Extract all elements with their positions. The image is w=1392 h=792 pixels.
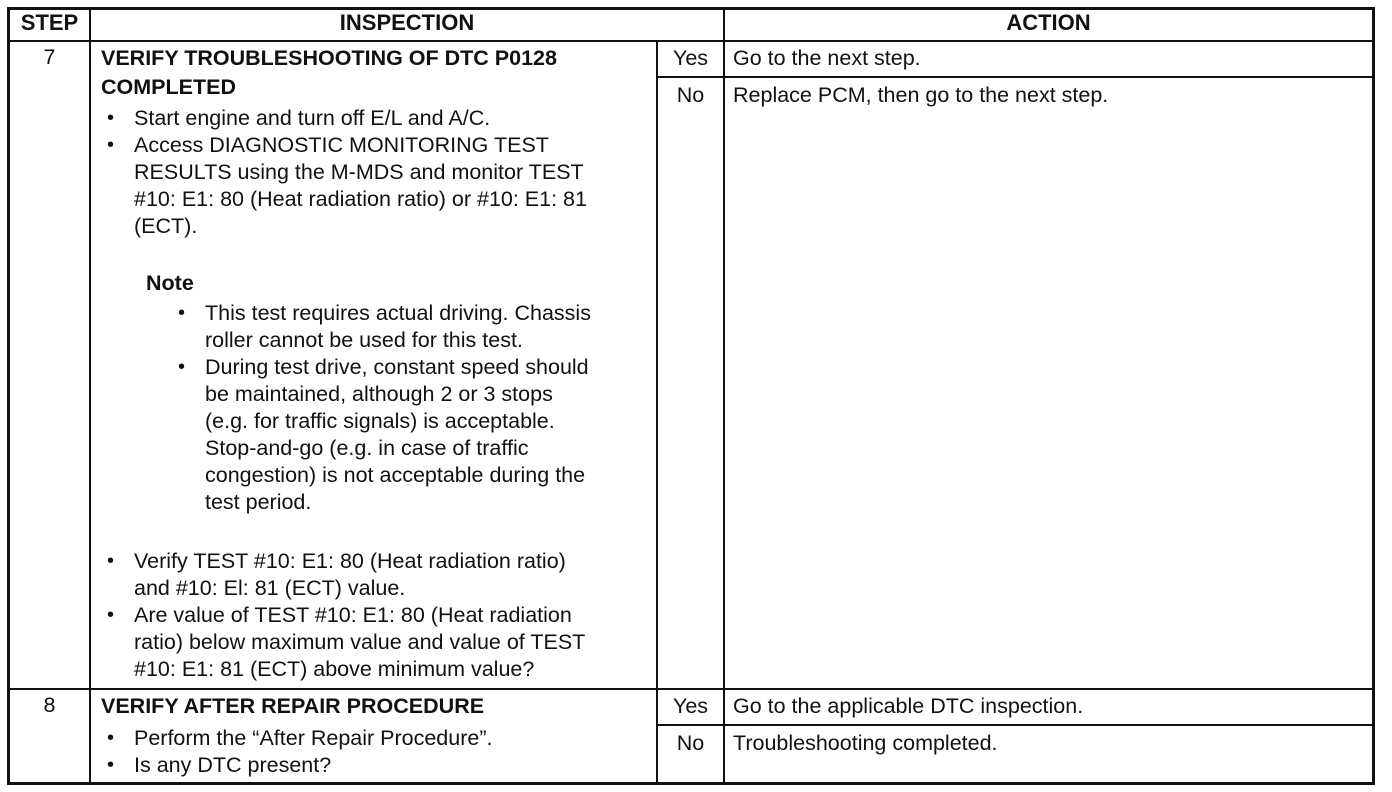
row7-title-line1: VERIFY TROUBLESHOOTING OF DTC P0128 [101, 46, 557, 70]
row7-bullet-list-a [101, 105, 587, 240]
row8-bullet-list [101, 725, 492, 779]
table-border-bottom [7, 782, 1375, 785]
list-item: • Access DIAGNOSTIC MONITORING TEST RESULTS using the M-MDS and monitor TEST #10: E1: 80 (Heat radiation ratio) or #10: E1: 81 (ECT). [101, 132, 587, 240]
list-item: • Verify TEST #10: E1: 80 (Heat radiation ratio) and #10: El: 81 (ECT) value. [101, 548, 585, 602]
row7-title-line2: COMPLETED [101, 75, 236, 99]
header-step: STEP [20, 10, 79, 35]
row8-title: VERIFY AFTER REPAIR PROCEDURE [101, 694, 485, 718]
row8-no-action: Troubleshooting completed. [733, 731, 998, 755]
header-inspection: INSPECTION [339, 10, 475, 35]
row7-bullet-list-b [101, 548, 585, 683]
list-item: • This test requires actual driving. Chassis roller cannot be used for this test. [172, 300, 591, 354]
list-item: • Are value of TEST #10: E1: 80 (Heat radiation ratio) below maximum value and value of TEST #10: E1: 81 (ECT) above minimum value? [101, 602, 585, 683]
row7-no-label: No [676, 83, 705, 107]
step-number-7: 7 [43, 45, 56, 69]
list-item: • Is any DTC present? [101, 752, 492, 779]
row8-no-label: No [676, 731, 705, 755]
note-label: Note [146, 271, 194, 295]
row8-yes-action: Go to the applicable DTC inspection. [733, 694, 1084, 718]
list-item: • During test drive, constant speed should be maintained, although 2 or 3 stops (e.g. for traffic signals) is acceptable. Stop-and-go (e.g. in case of traffic congestion) is not acceptable during the test period. [172, 354, 591, 516]
list-item: • Perform the “After Repair Procedure”. [101, 725, 492, 752]
row7-divider [7, 688, 1375, 690]
row7-yes-action: Go to the next step. [733, 46, 921, 70]
step-number-8: 8 [43, 693, 56, 717]
list-item: • Start engine and turn off E/L and A/C. [101, 105, 587, 132]
action-column-divider [723, 7, 725, 785]
row8-yes-label: Yes [672, 694, 709, 718]
table-border-right [1372, 7, 1375, 785]
header-divider [7, 40, 1375, 42]
row8-yes-divider [656, 724, 1375, 726]
row7-yes-divider [656, 76, 1375, 78]
row7-note-list [172, 300, 591, 516]
header-action: ACTION [1006, 10, 1091, 35]
table-border-left [7, 7, 10, 785]
yes-no-column-divider [656, 42, 658, 785]
step-column-divider [89, 7, 91, 785]
row7-yes-label: Yes [672, 46, 709, 70]
row7-no-action: Replace PCM, then go to the next step. [733, 83, 1109, 107]
